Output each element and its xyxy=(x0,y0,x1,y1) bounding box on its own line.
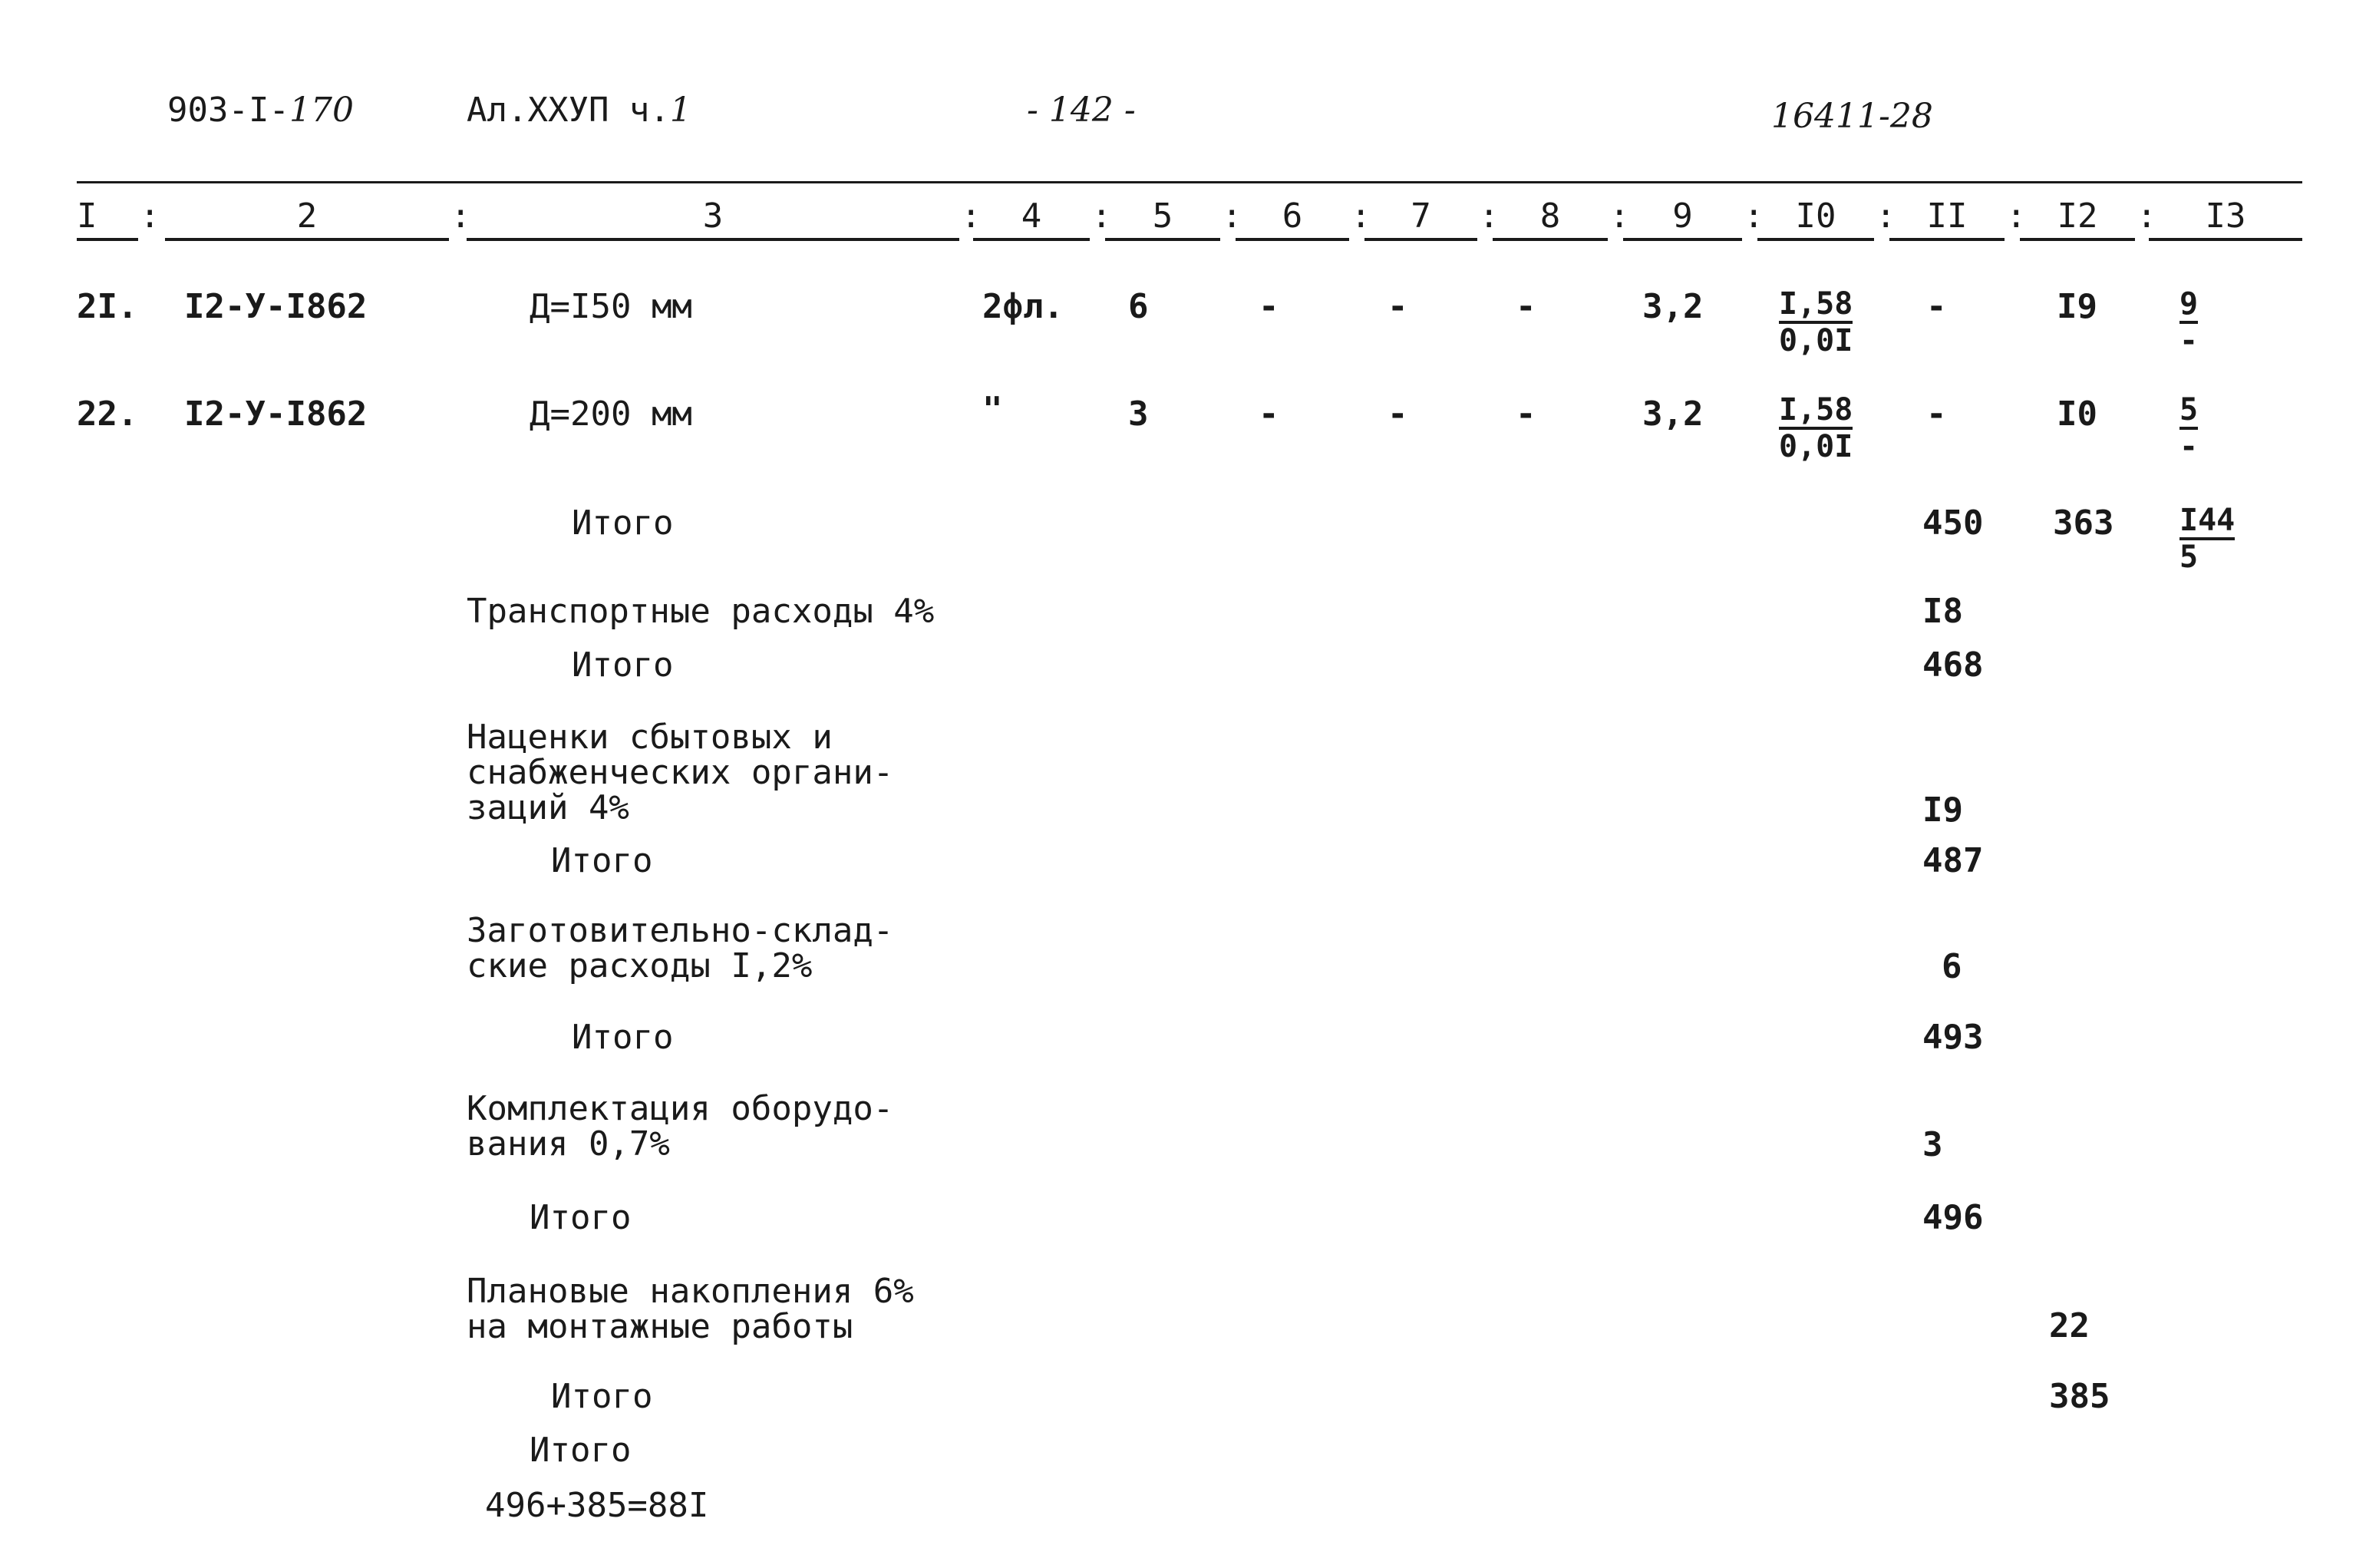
row-col12: I0 xyxy=(2057,394,2097,434)
summary-equipment-label: Комплектация оборудо- вания 0,7% xyxy=(467,1089,894,1164)
row-col13-fraction xyxy=(2179,286,2199,358)
summary-formula: 496+385=88I xyxy=(485,1486,709,1525)
summary-total-col12: 363 xyxy=(2053,503,2114,543)
summary-total-col11: 493 xyxy=(1922,1018,1984,1057)
row-name: Д=200 мм xyxy=(530,394,692,434)
fraction-numerator: I,58 xyxy=(1779,289,1853,324)
summary-planned-col12: 22 xyxy=(2049,1306,2090,1345)
column-header-8: 8 xyxy=(1539,196,1561,236)
column-separator: : xyxy=(1479,196,1500,236)
summary-total-label: Итого xyxy=(530,1198,632,1237)
column-separator: : xyxy=(1351,196,1371,236)
document-code-handwritten: 170 xyxy=(289,91,354,130)
column-separator: : xyxy=(1091,196,1112,236)
row-col7: - xyxy=(1388,287,1408,326)
page-number: - 142 - xyxy=(1027,91,1136,130)
column-header-underline xyxy=(165,238,449,241)
fraction-denominator: 5 xyxy=(2179,540,2199,575)
row-unit: " xyxy=(982,390,1003,429)
row-col10-fraction xyxy=(1779,286,1853,358)
fraction-denominator: 0,0I xyxy=(1779,323,1853,358)
column-header-1: I xyxy=(77,196,97,236)
column-separator: : xyxy=(2006,196,2027,236)
fraction-denominator: - xyxy=(2179,323,2199,358)
header-top-rule xyxy=(77,181,2302,183)
column-header-4: 4 xyxy=(1021,196,1042,236)
row-col13-fraction xyxy=(2179,394,2198,462)
summary-total-col11: 450 xyxy=(1922,503,1984,543)
column-separator: : xyxy=(1609,196,1630,236)
summary-markup-label: Наценки сбытовых и снабженческих органи- заций 4% xyxy=(467,718,894,828)
album-label xyxy=(467,91,691,130)
column-header-5: 5 xyxy=(1152,196,1173,236)
column-separator: : xyxy=(1222,196,1242,236)
row-col11: - xyxy=(1926,287,1947,326)
summary-total-label: Итого xyxy=(572,503,674,543)
column-header-2: 2 xyxy=(296,196,318,236)
column-header-6: 6 xyxy=(1282,196,1303,236)
album-label-handwritten: 1 xyxy=(669,91,691,130)
summary-total-label: Итого xyxy=(572,645,674,685)
column-separator: : xyxy=(140,196,160,236)
column-header-12: I2 xyxy=(2057,196,2098,236)
summary-total-label: Итого xyxy=(551,841,653,880)
summary-transport-col11: I8 xyxy=(1922,592,1963,631)
row-col12: I9 xyxy=(2057,287,2097,326)
row-col6: - xyxy=(1259,287,1279,326)
row-col11: - xyxy=(1926,394,1947,434)
column-header-10: I0 xyxy=(1795,196,1836,236)
summary-storage-col11: 6 xyxy=(1942,947,1962,986)
document-code xyxy=(167,91,354,130)
row-col9: 3,2 xyxy=(1642,287,1704,326)
row-col9: 3,2 xyxy=(1642,394,1704,434)
column-header-underline xyxy=(2020,238,2135,241)
column-header-3: 3 xyxy=(702,196,724,236)
column-header-underline xyxy=(1757,238,1874,241)
row-number: 2I. xyxy=(77,287,138,326)
column-header-underline xyxy=(1493,238,1608,241)
row-code: I2-У-I862 xyxy=(184,287,368,326)
fraction-denominator: - xyxy=(2179,429,2199,464)
column-header-11: II xyxy=(1926,196,1968,236)
row-col8: - xyxy=(1516,287,1536,326)
column-separator: : xyxy=(2137,196,2157,236)
column-separator: : xyxy=(450,196,471,236)
row-qty: 6 xyxy=(1128,287,1149,326)
column-header-underline xyxy=(77,238,138,241)
column-header-underline xyxy=(1623,238,1742,241)
row-name: Д=I50 мм xyxy=(530,287,692,326)
column-header-underline xyxy=(467,238,959,241)
document-code-printed: 903-I- xyxy=(167,91,289,130)
fraction-numerator: 9 xyxy=(2179,289,2198,324)
row-unit: 2фл. xyxy=(982,287,1064,326)
album-label-printed: Ал.XXУП ч. xyxy=(467,91,670,130)
summary-total-col11: 487 xyxy=(1922,841,1984,880)
row-col7: - xyxy=(1388,394,1408,434)
summary-planned-label: Плановые накопления 6% на монтажные работы xyxy=(467,1272,914,1347)
summary-transport-label: Транспортные расходы 4% xyxy=(467,592,935,631)
column-header-underline xyxy=(1889,238,2005,241)
row-qty: 3 xyxy=(1128,394,1149,434)
row-number: 22. xyxy=(77,394,138,434)
fraction-numerator: 5 xyxy=(2179,394,2198,430)
fraction-numerator: I,58 xyxy=(1779,394,1853,430)
row-col6: - xyxy=(1259,394,1279,434)
summary-total-col13-fraction xyxy=(2179,505,2235,573)
summary-markup-col11: I9 xyxy=(1922,791,1963,830)
fraction-denominator: 0,0I xyxy=(1779,429,1853,464)
row-col10-fraction xyxy=(1779,394,1853,462)
column-header-underline xyxy=(1364,238,1477,241)
column-header-7: 7 xyxy=(1411,196,1431,236)
column-header-underline xyxy=(1105,238,1220,241)
column-header-underline xyxy=(973,238,1090,241)
fraction-numerator: I44 xyxy=(2179,505,2235,540)
summary-equipment-col11: 3 xyxy=(1922,1125,1943,1164)
summary-total-col12: 385 xyxy=(2049,1377,2110,1416)
column-separator: : xyxy=(1744,196,1764,236)
column-header-underline xyxy=(1236,238,1349,241)
column-separator: : xyxy=(1876,196,1896,236)
summary-total-label: Итого xyxy=(551,1377,653,1416)
row-col8: - xyxy=(1516,394,1536,434)
summary-storage-label: Заготовительно-склад- ские расходы I,2% xyxy=(467,911,894,986)
summary-total-col11: 496 xyxy=(1922,1198,1984,1237)
summary-total-label: Итого xyxy=(572,1018,674,1057)
row-code: I2-У-I862 xyxy=(184,394,368,434)
summary-total-col11: 468 xyxy=(1922,645,1984,685)
column-header-13: I3 xyxy=(2205,196,2246,236)
column-header-9: 9 xyxy=(1672,196,1693,236)
document-number: 16411-28 xyxy=(1771,97,1933,136)
summary-total-label: Итого xyxy=(530,1431,632,1470)
column-header-underline xyxy=(2149,238,2302,241)
column-separator: : xyxy=(961,196,982,236)
